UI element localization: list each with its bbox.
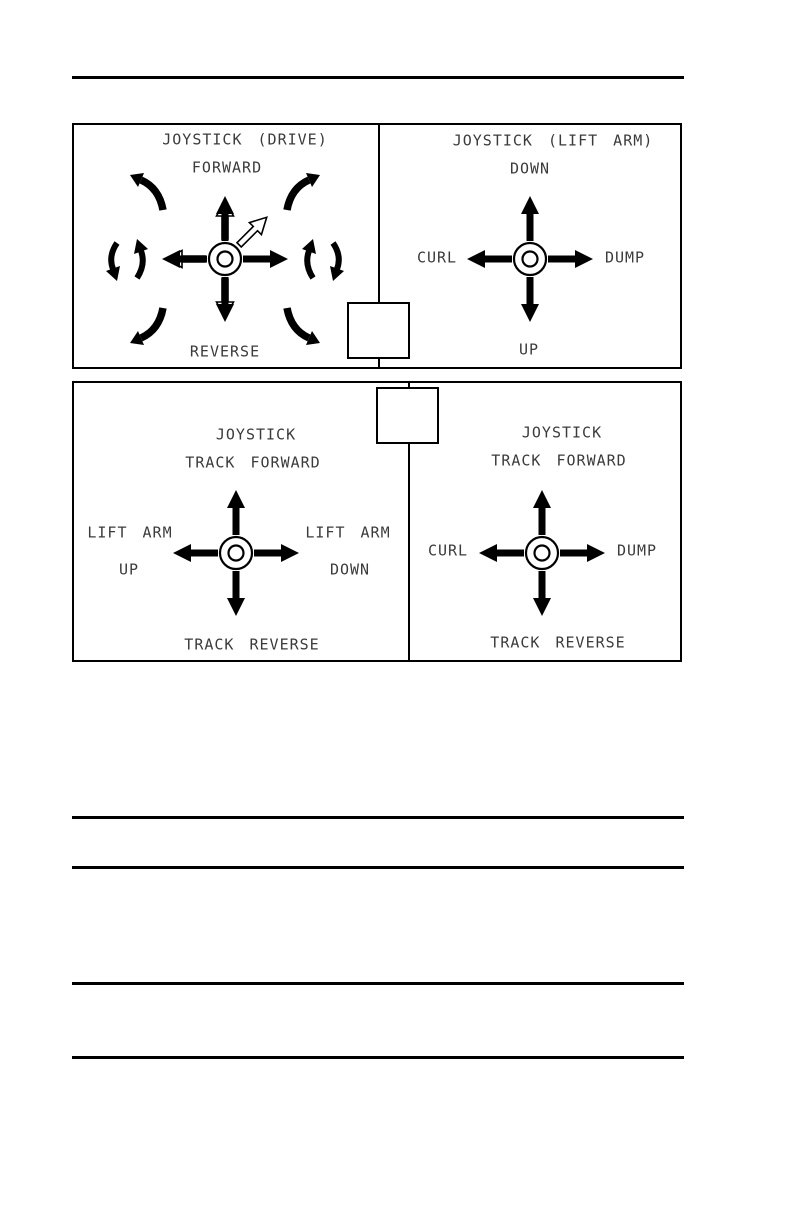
horizontal-rule-top [72,76,684,79]
lift-dump-label: DUMP [604,248,646,267]
lift-panel-title: JOYSTICK (LIFT ARM) [452,131,654,150]
right-track-title-line1: JOYSTICK [521,423,603,442]
right-track-dump-label: DUMP [616,541,658,560]
left-track-reverse-label: TRACK REVERSE [184,635,320,654]
drive-forward-label: FORWARD [191,158,263,177]
left-track-up-label: UP [118,560,140,579]
left-track-joystick-icon [168,485,304,621]
horizontal-rule-3 [72,982,684,985]
drive-reverse-label: REVERSE [189,342,261,361]
horizontal-rule-4 [72,1056,684,1059]
left-track-liftarm-label: LIFT ARM [87,523,173,542]
lift-arm-joystick-icon [462,191,598,327]
right-track-reverse-label: TRACK REVERSE [490,633,626,652]
callout-box-bottom [376,387,439,444]
left-track-down-label: DOWN [329,560,371,579]
horizontal-rule-2 [72,866,684,869]
lift-up-label: UP [518,340,540,359]
right-track-title-line2: TRACK FORWARD [491,451,627,470]
lift-curl-label: CURL [416,248,458,267]
lift-down-label: DOWN [509,159,551,178]
left-track-title-line2: TRACK FORWARD [185,453,321,472]
callout-box-top [347,302,410,359]
left-track-title-line1: JOYSTICK [215,425,297,444]
right-track-joystick-icon [474,485,610,621]
right-track-curl-label: CURL [427,541,469,560]
horizontal-rule-1 [72,816,684,819]
left-track-liftarm-label2: LIFT ARM [305,523,391,542]
drive-panel-title: JOYSTICK (DRIVE) [162,130,328,149]
drive-joystick-icon [95,170,355,348]
